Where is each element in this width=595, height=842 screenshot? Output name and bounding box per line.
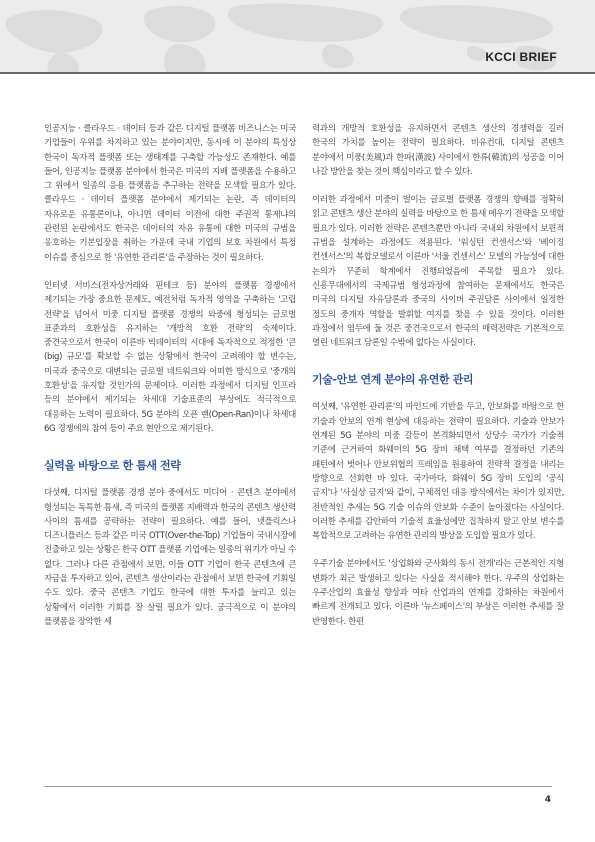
header-band bbox=[0, 0, 595, 72]
section-heading: 기술-안보 연계 분야의 유연한 관리 bbox=[312, 373, 474, 387]
section-heading: 실력을 바탕으로 한 틈새 전략 bbox=[44, 459, 181, 473]
right-column bbox=[312, 122, 564, 629]
body-paragraph: 이러한 과정에서 미중이 벌이는 글로벌 플랫폼 경쟁의 향배를 정확히 읽고 콘텐츠 생산 분야의 실력을 바탕으로 한 틈새 메우기 전략을 모색할 필요가 있다. 이러한 전략은 콘텐츠뿐만 아니라 국내외 차원에서 보편적 규범을 설계하는 과정에도 적용된다. '워싱턴 컨센서스'와 '베이징 컨센서스'의 복합모델로서 이른바 '서울 컨센서스' 모델의 가능성에 대한 논의가 꾸준히 학계에서 진행되었음에 주목할 필요가 있다. 신흥무대에서의 국제규범 형성과정에 참여하는 문제에서도 한국은 미국의 디지털 자유담론과 중국의 사이버 주권담론 사이에서 일정한 정도의 중개자 역할을 발휘할 여지를 찾을 수 있을 것이다. 이러한 과정에서 염두에 둘 것은 중견국으로서 한국의 매력전략은 기본적으로 열린 네트워크 담론일 수밖에 없다는 사실이다. bbox=[312, 195, 564, 349]
left-column bbox=[44, 122, 296, 629]
body-paragraph: 인공지능 · 클라우드 · 데이터 등과 같은 디지털 플랫폼 비즈니스는 미국 기업들이 우위를 차지하고 있는 분야이지만, 동시에 이 분야의 특성상 한국이 독자적 플랫폼 또는 생태계를 구축할 가능성도 존재한다. 예를 들어, 인공지능 플랫폼 분야에서 한국은 미국의 지배 플랫폼을 수용하고 그 위에서 일종의 응용 플랫폼을 추구하는 전략을 모색할 필요가 있다. 클라우드 · 데이터 플랫폼 분야에서 제기되는 논란, 즉 데이터의 자유로운 유통론이냐, 아니면 데이터 이전에 대한 주권적 통제냐의 관련된 논란에서도 한국은 데이터의 자유 유통에 대한 미국의 규범을 옹호하는 기본입장을 취하는 가운데 국내 기업의 보호 차원에서 특정 이슈를 중심으로 한 '유연한 관리론'을 주장하는 것이 필요하다. bbox=[44, 124, 296, 263]
header-rule bbox=[0, 72, 595, 74]
body-paragraph: 력과의 개방적 호환성을 유지하면서 콘텐츠 생산의 경쟁력을 길러 한국의 가치를 높이는 전략이 필요하다. 비유컨대, 디지털 콘텐츠 분야에서 미풍(美風)과 한파(漢波) 사이에서 한류(韓流)의 성공을 이어 나갈 방안을 찾는 것이 핵심이라고 할 수 있다. bbox=[312, 124, 564, 177]
body-paragraph: 다섯째, 디지털 플랫폼 경쟁 분야 중에서도 미디어 · 콘텐츠 분야에서 형성되는 독특한 틈새, 즉 미국의 플랫폼 지배력과 한국의 콘텐츠 생산력 사이의 틈새를 공략하는 전략이 필요하다. 예를 들어, 넷플릭스나 디즈니플러스 등과 같은 미국 OTT(Over-the-Top) 기업들이 국내시장에 진출하고 있는 상황은 한국 OTT 플랫폼 기업에는 일종의 위기가 아닐 수 없다. 그러나 다른 관점에서 보면, 이들 OTT 기업이 한국 콘텐츠에 큰 자금을 투자하고 있어, 콘텐츠 생산이라는 관점에서 보면 한국에 기회일 수도 있다. 중국 콘텐츠 기업도 한국에 대한 투자를 늘리고 있는 상황에서 이러한 기회를 잘 살릴 필요가 있다. 궁극적으로 이 분야의 플랫폼을 장악한 세 bbox=[44, 488, 296, 627]
footer-rule bbox=[44, 786, 552, 787]
brand-title: KCCI BRIEF bbox=[485, 50, 557, 64]
body-paragraph: 인터넷 서비스(전자상거래와 핀테크 등) 분야의 플랫폼 경쟁에서 제기되는 가장 중요한 문제도, 예전처럼 독자적 영역을 구축하는 '고립 전략'을 넘어서 미중 디지털 플랫폼 경쟁의 와중에 형성되는 글로벌 표준과의 호환성을 유지하는 '개방적 호환 전략'의 숙제이다. 중견국으로서 한국이 이른바 빅데이터의 시대에 독자적으로 적정한 '큰(big) 규모'를 확보할 수 없는 상황에서 한국이 고려해야 할 변수는, 미국과 중국으로 대변되는 글로벌 네트워크와 어떠한 방식으로 '중개의 호환성'을 유지할 것인가의 문제이다. 이러한 과정에서 디지털 인프라 등의 분야에서 제기되는 차세대 기술표준의 부상에도 적극적으로 대응하는 노력이 필요하다. 5G 분야의 오픈 랜(Open-Ran)이나 차세대 6G 경쟁에의 참여 등이 주요 현안으로 제기된다. bbox=[44, 280, 296, 434]
page-number: 4 bbox=[544, 795, 551, 805]
body-paragraph: 여섯째, '유연한 관리론'의 마인드에 기반을 두고, 안보화를 바탕으로 한 기술과 안보의 연계 현상에 대응하는 전략이 필요하다. 기술과 안보가 연계된 5G 분야의 미중 갈등이 본격화되면서 상당수 국가가 기술적 기준에 근거하여 화웨이의 5G 장비 채택 여부를 결정하던 기존의 패턴에서 벗어나 안보위협의 프레임을 원용하여 전략적 결정을 내리는 방향으로 선회한 바 있다. 국가마다, 화웨이 5G 장비 도입의 '공식 금지'나 '사실상 금지'와 같이, 구체적인 대응 방식에서는 차이가 있지만, 전반적인 추세는 5G 기술 이슈의 안보화 수준이 높아졌다는 사실이다. 이러한 추세를 감안하여 기술적 효율성에만 집착하지 말고 안보 변수를 복합적으로 고려하는 유연한 관리의 발상을 도입할 필요가 있다. bbox=[312, 402, 564, 542]
body-paragraph: 우주기술 분야에서도 '상업화와 군사화의 동시 전개'라는 근본적인 지형 변화가 최근 발생하고 있다는 사실을 적시해야 한다. 우주의 상업화는 우주산업의 효율성 향상과 여타 산업과의 연계를 강화하는 차원에서 빠르게 전개되고 있다. 이른바 '뉴스페이스'의 부상은 이러한 추세를 잘 반영한다. 한편 bbox=[312, 559, 564, 627]
